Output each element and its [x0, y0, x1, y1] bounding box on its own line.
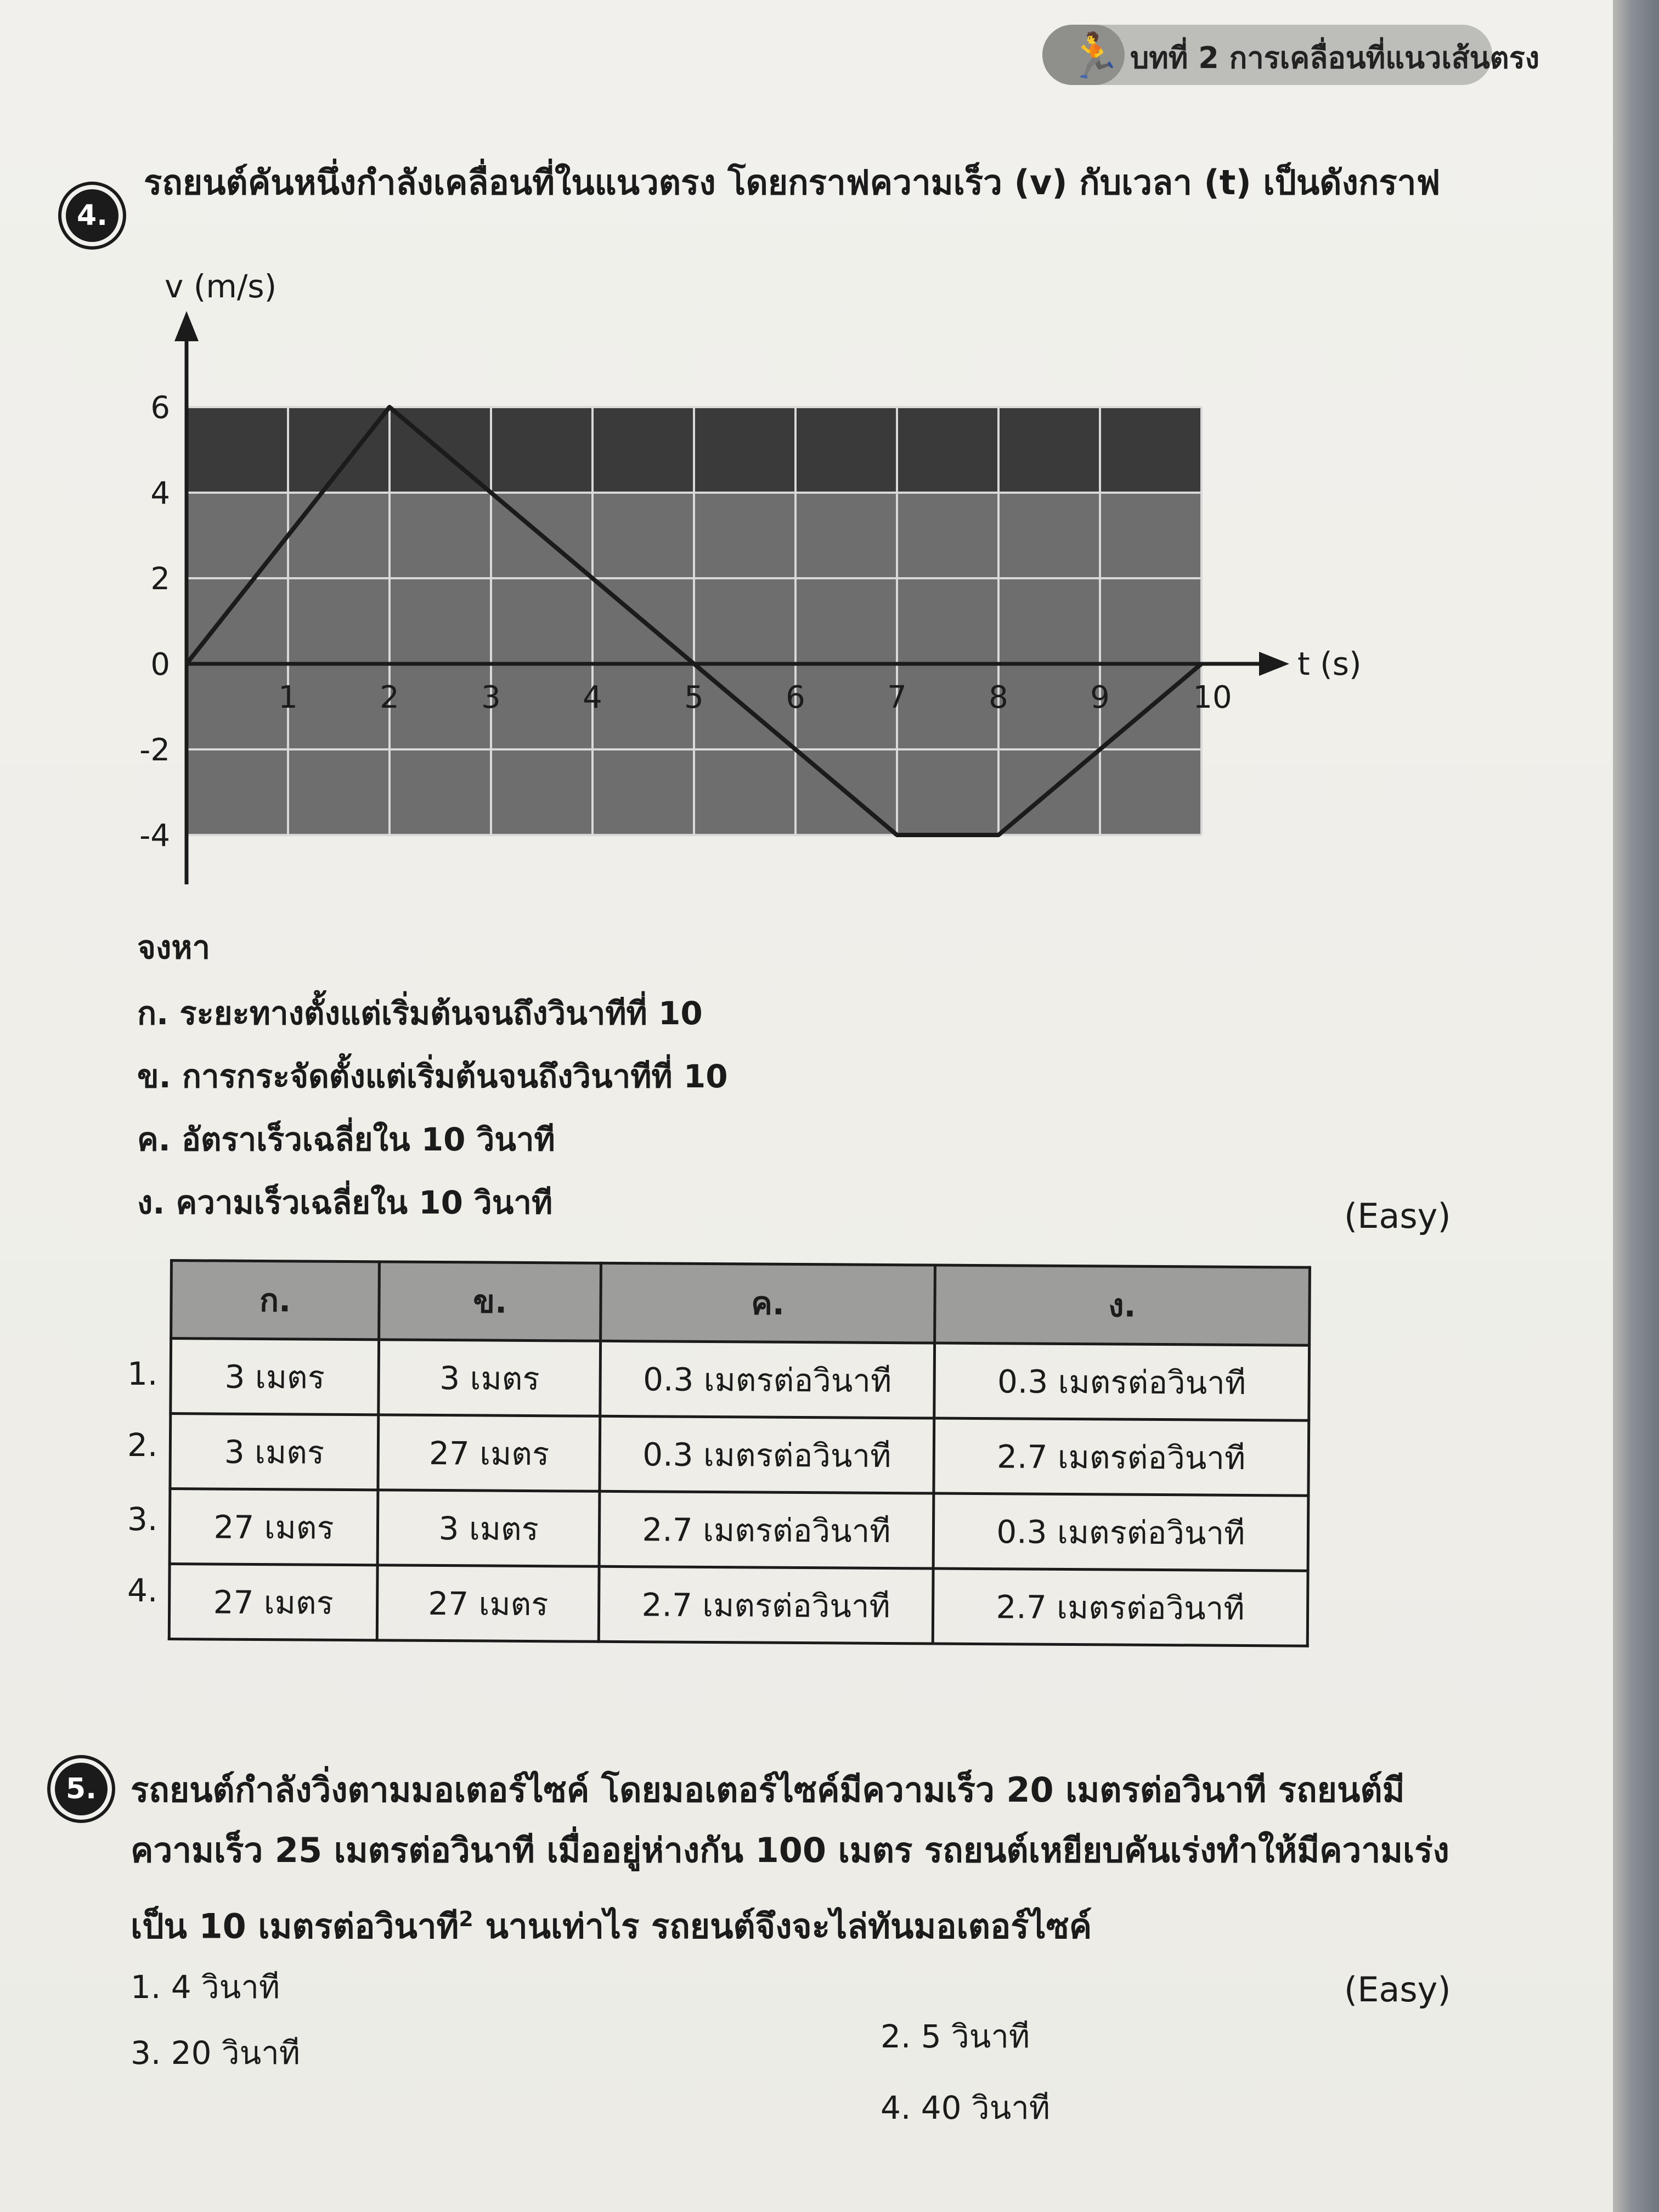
choice-3-number: 3.: [127, 1500, 158, 1538]
table-cell: 27 เมตร: [378, 1415, 600, 1491]
x-tick-label: 10: [1193, 680, 1232, 715]
table-cell: 3 เมตร: [377, 1490, 600, 1566]
table-row[interactable]: [171, 1339, 1310, 1421]
choice-1-number: 1.: [127, 1355, 158, 1392]
y-tick-label: 6: [150, 390, 170, 426]
y-tick-label: -2: [139, 732, 170, 768]
runner-icon: 🏃: [1067, 30, 1122, 81]
answer-table: [168, 1259, 1311, 1647]
q5-difficulty: (Easy): [1344, 1970, 1451, 2010]
superscript-2: 2: [459, 1907, 473, 1931]
choice-2-number: 2.: [127, 1426, 158, 1464]
question-5-line-3: เป็น 10 เมตรต่อวินาที$^2$ นานเท่าไร รถยนต์จึงจะไล่ทันมอเตอร์ไซค์: [131, 1906, 1092, 1946]
table-cell: 2.7 เมตรต่อวินาที: [599, 1491, 933, 1568]
choice-4-number: 4.: [127, 1572, 158, 1609]
find-label: จงหา: [137, 929, 211, 966]
table-cell: 27 เมตร: [377, 1565, 599, 1641]
velocity-time-chart: [121, 263, 1362, 911]
book-edge: [1613, 0, 1659, 2212]
part-d: ง. ความเร็วเฉลี่ยใน 10 วินาที: [137, 1184, 553, 1221]
table-cell: 0.3 เมตรต่อวินาที: [600, 1341, 934, 1418]
part-a: ก. ระยะทางตั้งแต่เริ่มต้นจนถึงวินาทีที่ 10: [137, 995, 703, 1032]
table-cell: 0.3 เมตรต่อวินาที: [933, 1493, 1308, 1571]
table-cell: 3 เมตร: [170, 1414, 379, 1490]
part-b: ข. การกระจัดตั้งแต่เริ่มต้นจนถึงวินาทีที่ 10: [137, 1058, 728, 1095]
header-b: ข.: [379, 1262, 601, 1341]
x-tick-label: 8: [989, 680, 1008, 715]
q5-option-3[interactable]: 3. 20 วินาที: [131, 2034, 301, 2072]
y-tick-label: 2: [150, 561, 170, 597]
x-tick-label: 6: [786, 680, 805, 715]
x-tick-label: 5: [684, 680, 704, 715]
x-tick-label: 3: [481, 680, 501, 715]
q4-difficulty: (Easy): [1344, 1196, 1451, 1236]
part-c: ค. อัตราเร็วเฉลี่ยใน 10 วินาที: [137, 1121, 555, 1158]
header-c: ค.: [601, 1263, 935, 1343]
q5-option-1[interactable]: 1. 4 วินาที: [131, 1968, 280, 2006]
table-cell: 27 เมตร: [169, 1564, 377, 1640]
table-cell: 27 เมตร: [170, 1489, 378, 1565]
q5-option-2[interactable]: 2. 5 วินาที: [881, 2018, 1030, 2055]
table-cell: 2.7 เมตรต่อวินาที: [933, 1568, 1308, 1646]
question-5-line-2: ความเร็ว 25 เมตรต่อวินาที เมื่ออยู่ห่างกัน 100 เมตร รถยนต์เหยียบคันเร่งทำให้มีความเร่ง: [131, 1830, 1449, 1870]
question-4-text: รถยนต์คันหนึ่งกำลังเคลื่อนที่ในแนวตรง โดยกราฟความเร็ว (v) กับเวลา (t) เป็นดังกราฟ: [144, 162, 1441, 202]
table-cell: 0.3 เมตรต่อวินาที: [600, 1416, 934, 1493]
y-axis-label: v (m/s): [165, 268, 277, 305]
table-row[interactable]: [170, 1489, 1308, 1571]
y-tick-label: 4: [150, 476, 170, 511]
header-d: ง.: [934, 1265, 1310, 1345]
question-5-number: 5.: [55, 1763, 108, 1815]
table-cell: 2.7 เมตรต่อวินาที: [599, 1566, 933, 1644]
x-tick-label: 9: [1090, 680, 1110, 715]
question-5-line-1: รถยนต์กำลังวิ่งตามมอเตอร์ไซค์ โดยมอเตอร์ไซค์มีความเร็ว 20 เมตรต่อวินาที รถยนต์มี: [131, 1770, 1405, 1810]
table-header-row: [171, 1261, 1310, 1346]
y-axis-arrow: [174, 311, 199, 341]
y-tick-label: -4: [139, 818, 170, 854]
x-tick-label: 1: [278, 680, 298, 715]
table-cell: 0.3 เมตรต่อวินาที: [934, 1343, 1309, 1420]
chapter-title: บทที่ 2 การเคลื่อนที่แนวเส้นตรง: [1130, 41, 1540, 75]
table-row[interactable]: [170, 1414, 1309, 1496]
x-axis-arrow: [1259, 652, 1289, 676]
x-axis-label: t (s): [1297, 645, 1362, 682]
question-4-number: 4.: [66, 189, 119, 242]
x-tick-label: 2: [380, 680, 399, 715]
q5-option-4[interactable]: 4. 40 วินาที: [881, 2089, 1051, 2126]
y-tick-label: 0: [150, 647, 170, 682]
table-cell: 3 เมตร: [379, 1340, 601, 1416]
x-tick-label: 7: [887, 680, 907, 715]
table-row[interactable]: [169, 1564, 1308, 1646]
header-a: ก.: [171, 1261, 380, 1340]
table-cell: 3 เมตร: [171, 1339, 379, 1415]
table-cell: 2.7 เมตรต่อวินาที: [934, 1418, 1309, 1496]
x-tick-label: 4: [583, 680, 602, 715]
